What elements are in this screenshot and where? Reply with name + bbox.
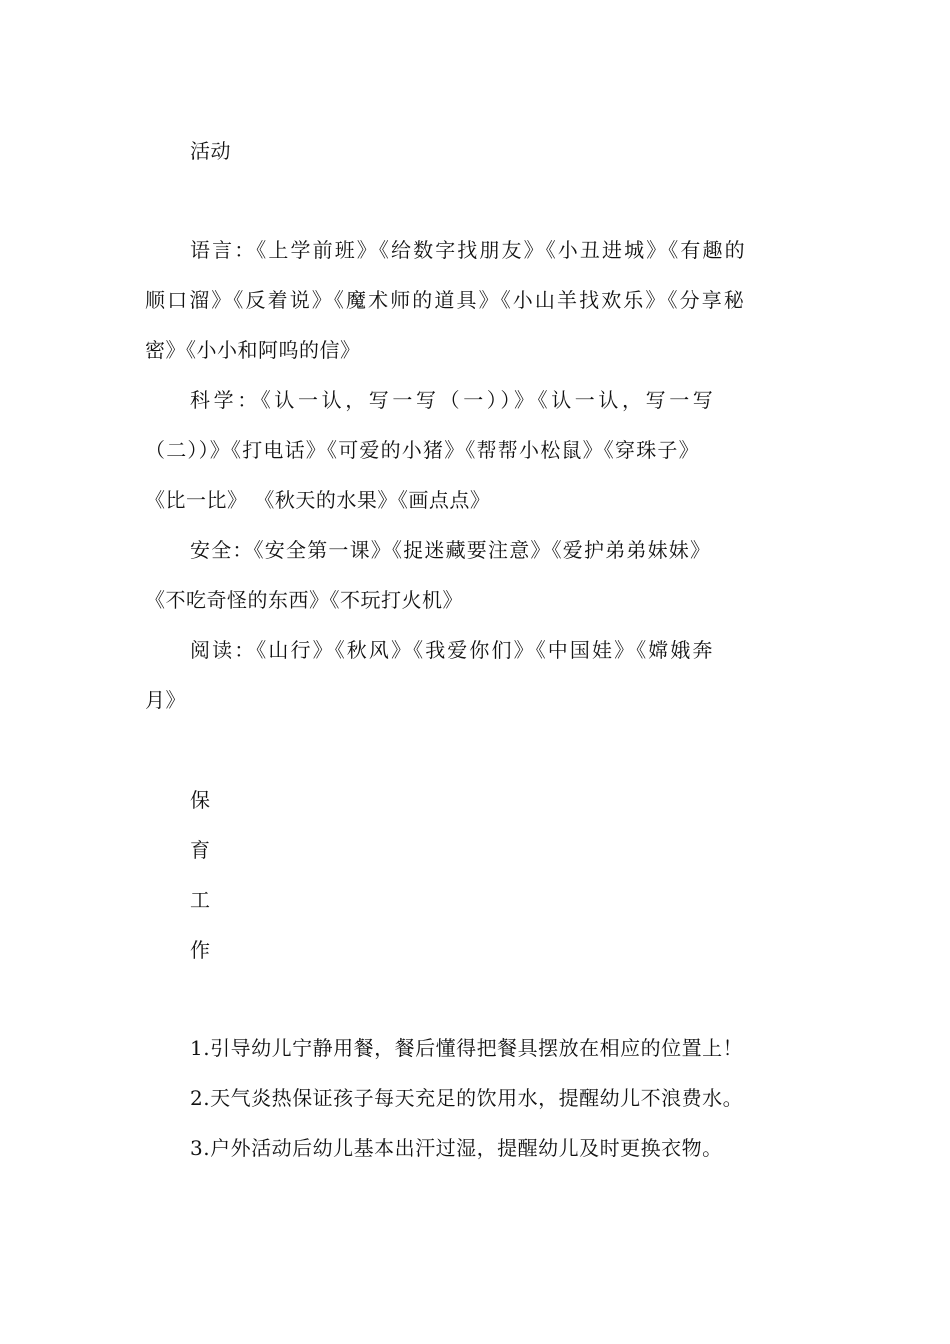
reading-line-2: 月》 [145,688,186,712]
care-item-3: 3.户外活动后幼儿基本出汗过湿，提醒幼儿及时更换衣物。 [190,1136,723,1160]
activity-heading: 活动 [190,139,231,163]
care-heading-char-1: 保 [190,788,210,812]
science-line-3: 《比一比》 《秋天的水果》《画点点》 [145,488,491,512]
care-item-1: 1.引导幼儿宁静用餐，餐后懂得把餐具摆放在相应的位置上！ [190,1036,744,1060]
care-item-2: 2.天气炎热保证孩子每天充足的饮用水，提醒幼儿不浪费水。 [190,1086,744,1110]
care-heading-char-3: 工 [190,888,210,912]
science-line-1: 科学：《认一认，写一写（一））》《认一认，写一写 [190,388,717,412]
language-line-1: 语言：《上学前班》《给数字找朋友》《小丑进城》《有趣的 [190,238,747,262]
safety-line-2: 《不吃奇怪的东西》《不玩打火机》 [145,588,463,612]
safety-line-1: 安全：《安全第一课》《捉迷藏要注意》《爱护弟弟妹妹》 [190,538,712,562]
language-line-2: 顺口溜》《反着说》《魔术师的道具》《小山羊找欢乐》《分享秘 [145,288,746,312]
care-heading-char-4: 作 [190,938,210,962]
reading-line-1: 阅读：《山行》《秋风》《我爱你们》《中国娃》《嫦娥奔 [190,638,715,662]
science-line-2: （二））》《打电话》《可爱的小猪》《帮帮小松鼠》《穿珠子》 [145,438,700,462]
language-line-3: 密》《小小和阿呜的信》 [145,338,361,362]
care-heading-char-2: 育 [190,838,210,862]
